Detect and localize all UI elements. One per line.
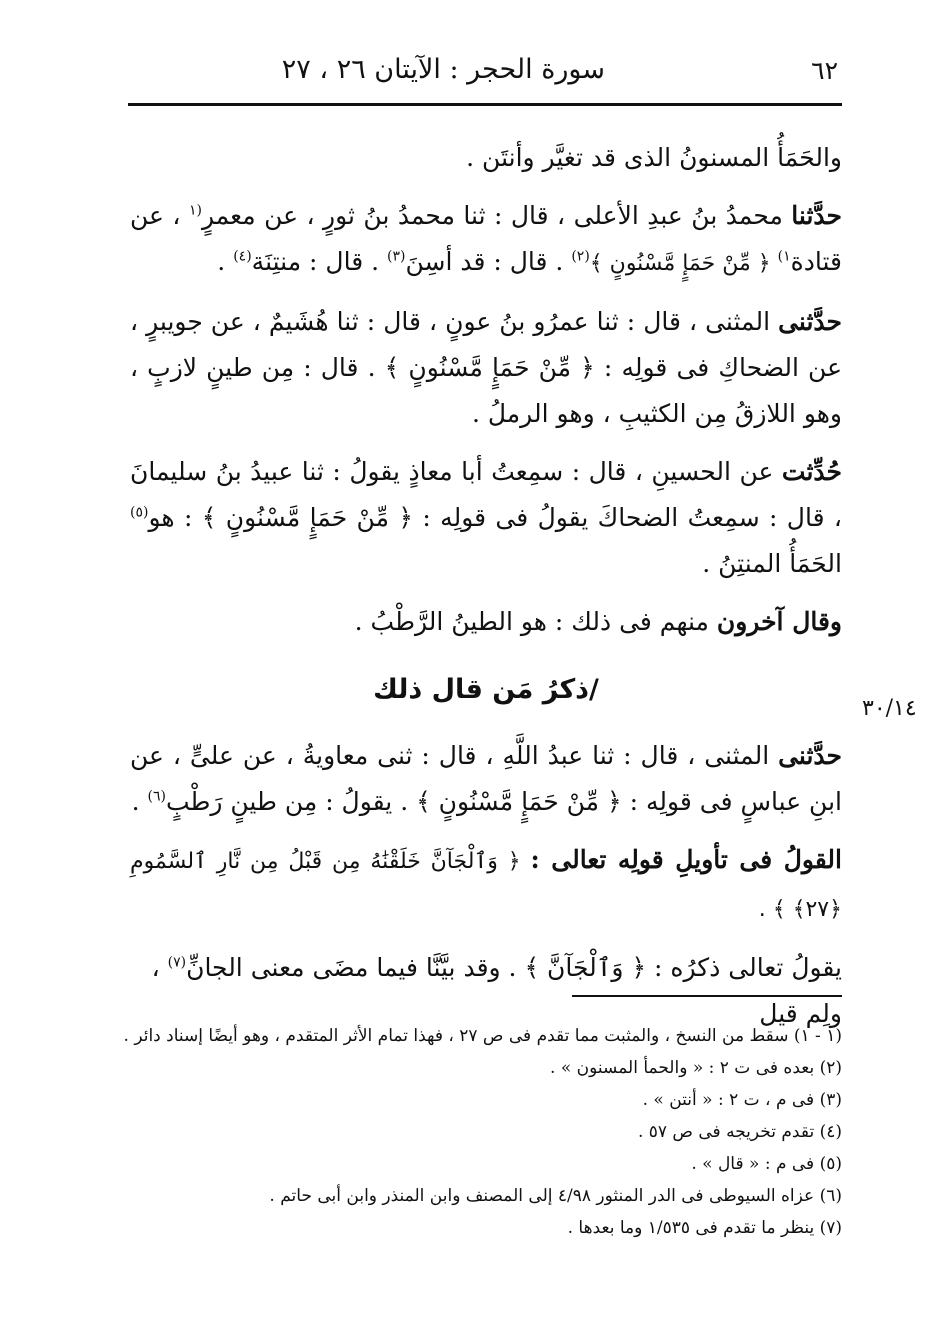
paragraph-text: .	[217, 247, 234, 276]
main-text	[130, 135, 842, 1049]
quran-quote: ﴿ مِّنْ حَمَإٍ مَّسْنُونٍ ﴾	[589, 251, 778, 276]
paragraph-text: المثنى ، قال : ثنا عبدُ اللَّهِ ، قال : ثنى معاويةُ ، عن علىٍّ ، عن ابنِ عباسٍ فى قولِه : ﴿ مِّنْ حَمَإٍ مَّسْنُونٍ ﴾ . يقولُ : مِن طينٍ رَطْبٍ	[130, 741, 842, 816]
footnote-marker: (٦)	[147, 788, 166, 805]
section-heading: /ذكرُ مَن قال ذلك	[373, 674, 599, 705]
footnote-marker: (٣)	[387, 248, 406, 265]
paragraph-text: المثنى ، قال : ثنا عمرُو بنُ عونٍ ، قال : ثنا هُشَيمٌ ، عن جويبرٍ ، عن الضحاكِ فى قولِه : ﴿ مِّنْ حَمَإٍ مَّسْنُونٍ ﴾ . قال : مِن طينٍ لازبٍ ، وهو اللازقُ مِن الكثيبِ ، وهو الرملُ .	[130, 307, 842, 428]
paragraph-text: عن الحسينِ ، قال : سمِعتُ أبا معاذٍ يقولُ : ثنا عبيدُ بنُ سليمانَ ، قال : سمِعتُ الضحاكَ يقولُ فى قولِه : ﴿ مِّنْ حَمَإٍ مَّسْنُونٍ ﴾ : هو	[130, 457, 842, 532]
paragraph-6	[130, 733, 842, 825]
quran-quote: ﴿ وَٱلْجَآنَّ خَلَقْنَٰهُ مِن قَبْلُ مِن نَّارِ ٱلسَّمُومِ ﴿٢٧﴾ ﴾ .	[130, 849, 842, 922]
paragraph-lead: حُدِّثت	[781, 457, 842, 486]
margin-volume-page-reference: ٣٠/١٤	[862, 696, 917, 721]
paragraph-lead: وقال آخرون	[716, 607, 842, 636]
paragraph-1	[130, 135, 842, 181]
paragraph-text: . قال : منتِنَة	[251, 247, 387, 276]
footnote-marker: ١)	[777, 248, 791, 265]
paragraph-text: الحَمَأُ المنتِنُ .	[702, 549, 842, 578]
paragraph-text: ، ولِم قيل	[151, 953, 842, 1028]
footnote: (٧) ينظر ما تقدم فى ١/٥٣٥ وما بعدها .	[567, 1218, 842, 1238]
footnote: (١ - ١) سقط من النسخ ، والمثبت مما تقدم فى ص ٢٧ ، فهذا تمام الأثر المتقدم ، وهو أيضًا إسناد دائر .	[123, 1026, 842, 1046]
paragraph-7	[130, 837, 842, 933]
footnote-separator	[572, 995, 842, 997]
paragraph-text: منهم فى ذلك : هو الطينُ الرَّطْبُ .	[354, 607, 717, 636]
footnotes	[123, 1020, 842, 1244]
paragraph-5	[130, 599, 842, 645]
paragraph-4	[130, 449, 842, 587]
page-header	[128, 50, 840, 100]
footnote-marker: (١	[188, 202, 202, 219]
footnote-marker: (٤)	[233, 248, 252, 265]
page-number: ٦٢	[811, 56, 838, 85]
header-rule	[128, 103, 842, 106]
paragraph-lead: حدَّثنى	[778, 307, 842, 336]
paragraph-text: محمدُ بنُ عبدِ الأعلى ، قال : ثنا محمدُ بنُ ثورٍ ، عن معمرٍ	[201, 201, 792, 230]
footnote: (٣) فى م ، ت ٢ : « أنتن » .	[642, 1090, 842, 1110]
paragraph-2	[130, 193, 842, 287]
paragraph-text: ، عن قتادة	[130, 201, 842, 276]
paragraph-text: .	[131, 787, 148, 816]
paragraph-lead: حدَّثنا	[791, 201, 842, 230]
paragraph-3	[130, 299, 842, 437]
footnote: (٥) فى م : « قال » .	[691, 1154, 842, 1174]
footnote: (٢) بعده فى ت ٢ : « والحمأ المسنون » .	[550, 1058, 842, 1078]
footnote-marker: (٥)	[130, 504, 149, 521]
paragraph-text: يقولُ تعالى ذكرُه : ﴿ وَٱلْجَآنَّ ﴾ . وقد بيَّنَّا فيما مضَى معنى الجانِّ	[186, 953, 842, 982]
running-title: سورة الحجر : الآيتان ٢٦ ، ٢٧	[281, 54, 605, 85]
paragraph-lead: القولُ فى تأويلِ قولِه تعالى :	[530, 845, 842, 874]
paragraph-text: والحَمَأُ المسنونُ الذى قد تغيَّر وأنتَن .	[466, 143, 842, 172]
footnote-marker: (٢)	[571, 248, 590, 265]
footnote: (٤) تقدم تخريجه فى ص ٥٧ .	[637, 1122, 842, 1142]
paragraph-text: . قال : قد أسِنَ	[405, 247, 572, 276]
paragraph-lead: حدَّثنى	[778, 741, 842, 770]
footnote-marker: (٧)	[167, 954, 187, 971]
footnote: (٦) عزاه السيوطى فى الدر المنثور ٤/٩٨ إلى المصنف وابن المنذر وابن أبى حاتم .	[269, 1186, 842, 1206]
